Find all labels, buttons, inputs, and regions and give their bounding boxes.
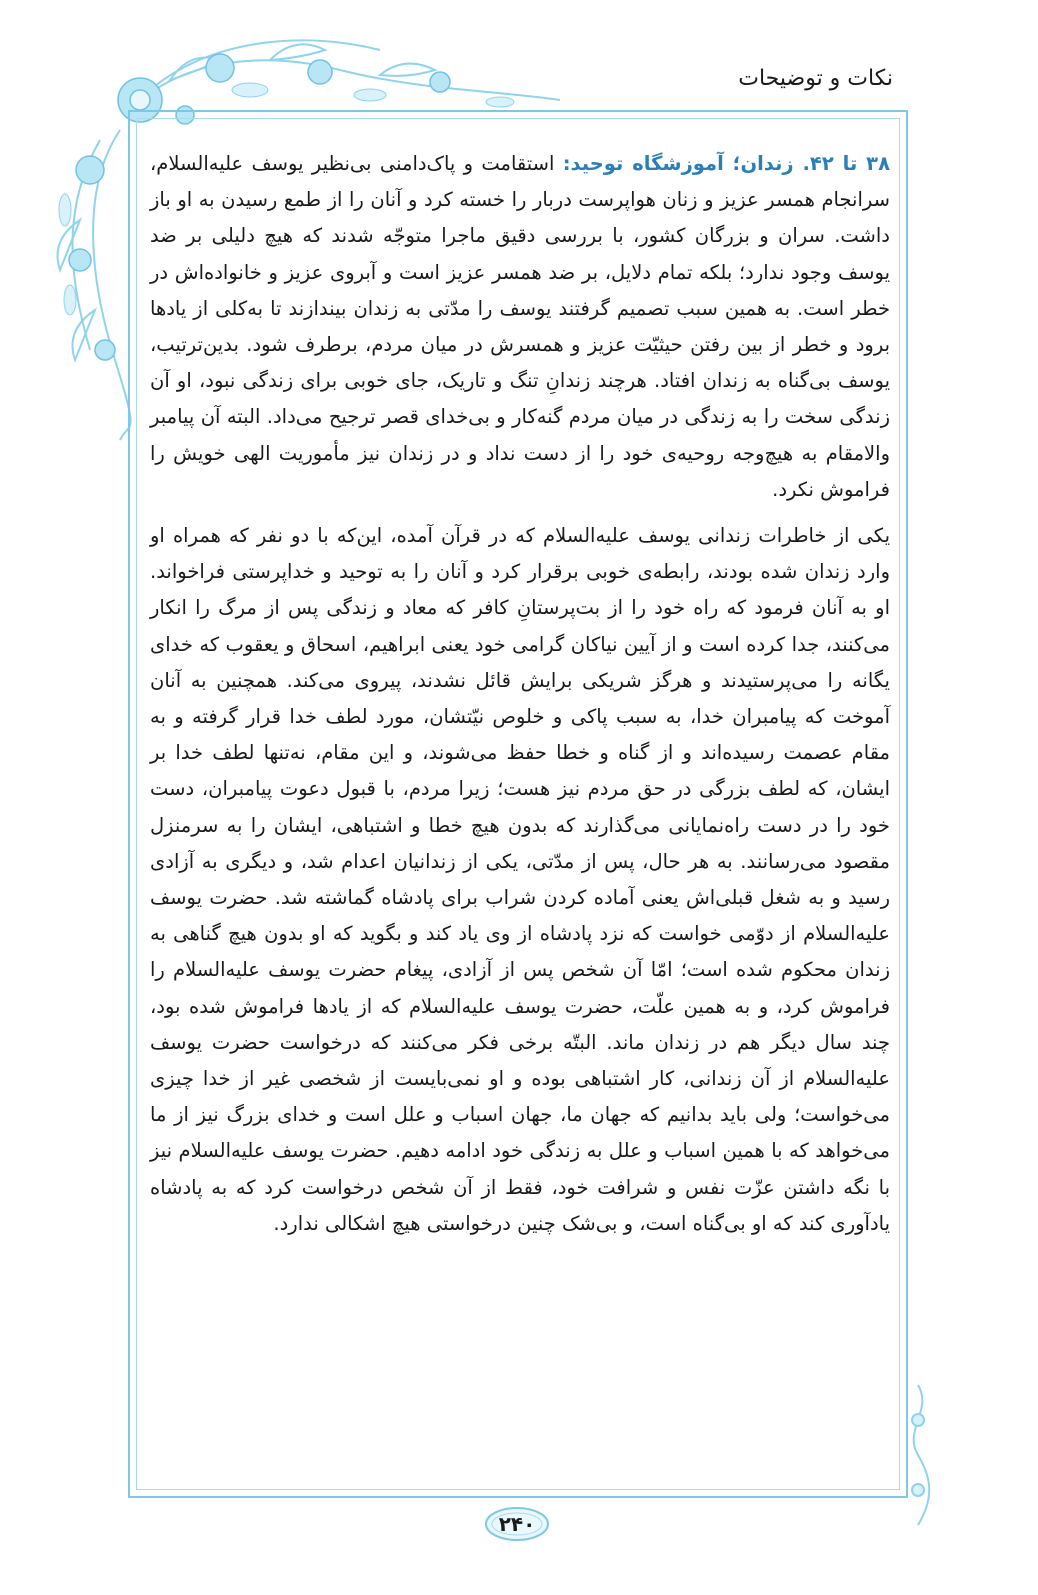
paragraph-2: یکی از خاطرات زندانی یوسف‌ علیه‌السلام که در قرآن آمده، این‌که با دو نفر که همراه او وارد زندان شده بودند، رابطه‌ی خوبی برقرار کرد و آنان را به توحید و خداپرستی فراخواند. او به آنان فرمود که راه خود را از بت‌پرستانِ کافر که معاد و زندگی پس از مرگ را انکار می‌کنند، جدا کرده است و از آیین نیاکان گرامی خود یعنی ابراهیم، اسحاق و یعقوب که خدای یگانه را می‌پرستیدند و هرگز شریکی برایش قائل نشدند، پیروی می‌کند. همچنین به آنان آموخت که پیامبران خدا، به سبب پاکی و خلوص نیّتشان، مورد لطف خدا قرار گرفته و به مقام عصمت رسیده‌اند و از گناه و خطا حفظ می‌شوند، و این مقام، نه‌تنها لطف خدا بر ایشان، که لطف بزرگی در حق مردم نیز هست؛ زیرا مردم، با قبول دعوت پیامبران، دست خود را در دست راه‌نمایانی می‌گذارند که بدون هیچ خطا و اشتباهی، ایشان را به سرمنزل مقصود می‌رسانند. به هر حال، پس از مدّتی، یکی از زندانیان اعدام شد، و دیگری به آزادی رسید و به شغل قبلی‌اش یعنی آماده کردن شراب برای پادشاه گماشته شد. حضرت یوسف‌ علیه‌السلام از دوّمی خواست که نزد پادشاه از وی یاد کند و بگوید که او بدون هیچ گناهی به زندان محکوم شده است؛ امّا آن شخص پس از آزادی، پیغام حضرت یوسف‌ علیه‌السلام را فراموش کرد، و به همین علّت، حضرت یوسف‌ علیه‌السلام که از یادها فراموش شده بود، چند سال دیگر هم در زندان ماند. البتّه برخی فکر می‌کنند که درخواست حضرت یوسف‌ علیه‌السلام از آن زندانی، کار اشتباهی بوده و او نمی‌بایست از شخصی غیر از خدا چیزی می‌خواست؛ ولی باید بدانیم که جهان ما، جهان اسباب و علل است و خدای بزرگ نیز از ما می‌خواهد که با همین اسباب و علل به زندگی خود ادامه دهیم. حضرت یوسف‌ علیه‌السلام نیز با نگه داشتن عزّت نفس و شرافت خود، فقط از آن شخص درخواست کرد که به پادشاه یادآوری کند که او بی‌گناه است، و بی‌شک چنین درخواستی هیچ اشکالی ندارد. [150, 524, 890, 1235]
side-ornament [898, 1380, 938, 1530]
paragraph-1 [150, 146, 890, 508]
paragraph-1-text: استقامت و پاک‌دامنی بی‌نظیر یوسف‌ علیه‌السلام، سرانجام همسر عزیز و زنان هواپرست دربار را خسته کرد و آنان را از طمع رسیدن به او باز داشت. سران و بزرگان کشور، با بررسی دقیق ماجرا متوجّه شدند که هیچ دلیلی بر ضد یوسف وجود ندارد؛ بلکه تمام دلایل، بر ضد همسر عزیز است و آبروی عزیز و خانواده‌اش در خطر است. به همین سبب تصمیم گرفتند یوسف را مدّتی به زندان بیندازند تا به‌کلی از یادها برود و خطر از بین رفتن حیثیّت عزیز و همسرش در میان مردم، برطرف شود. بدین‌ترتیب، یوسف بی‌گناه به زندان افتاد. هرچند زندانِ تنگ و تاریک، جای خوبی برای زندگی نبود، او آن زندگی سخت را به زندگی در میان مردم گنه‌کار و بی‌خدای قصر ترجیح می‌داد. البته آن پیامبر والامقام به هیچ‌وجه روحیه‌ی خود را از دست نداد و در زندان نیز مأموریت الهی خویش را فراموش نکرد. [150, 152, 890, 501]
page-body [150, 146, 890, 1252]
page-number: ۲۴۰ [498, 1512, 536, 1536]
running-title: نکات و توضیحات [738, 66, 893, 91]
section-heading: ۳۸ تا ۴۲. زندان؛ آموزشگاه توحید: [562, 152, 890, 175]
